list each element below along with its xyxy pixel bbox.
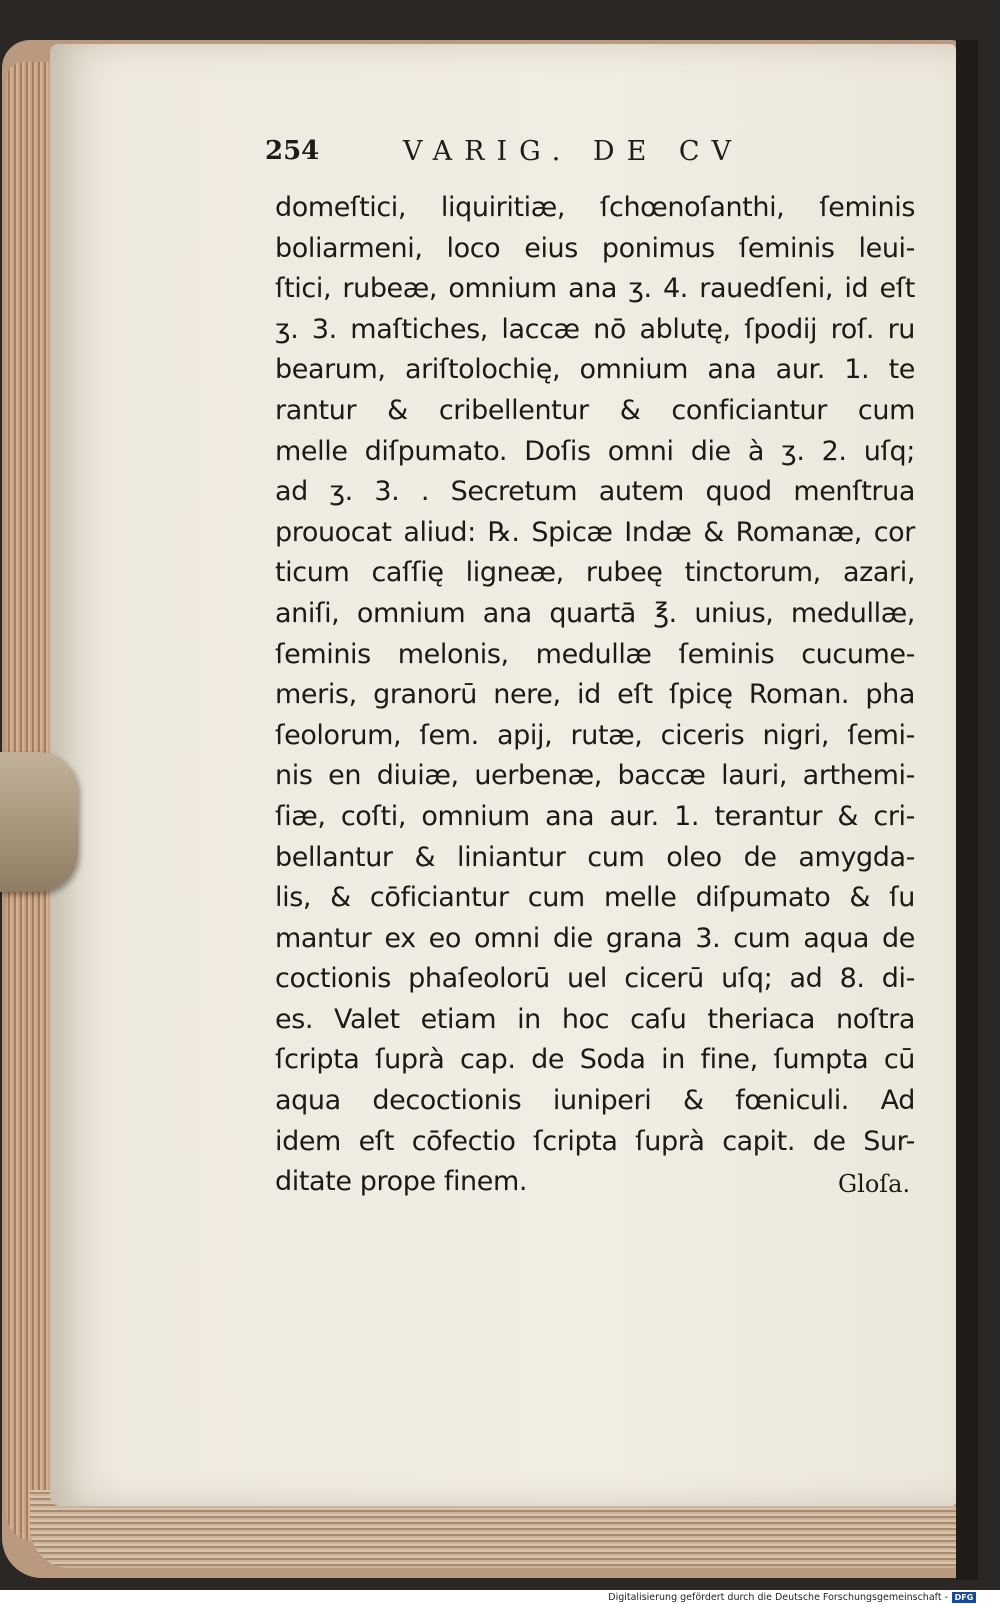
text-line: ſeminis melonis, medullæ ſeminis cucume- bbox=[275, 638, 915, 670]
text-line: ticum caſſię ligneæ, rubeę tinctorum, azari, bbox=[275, 557, 915, 589]
page-number: 254 bbox=[265, 136, 320, 166]
text-line: ʒ. 3. maſtiches, laccæ nō ablutę, ſpodij roſ. ru bbox=[275, 313, 915, 345]
bookmark-ribbon bbox=[0, 752, 78, 892]
text-line: boliarmeni, loco eius ponimus ſeminis leui- bbox=[275, 232, 915, 264]
body-text bbox=[275, 188, 915, 1203]
text-line: mantur ex eo omni die grana 3. cum aqua de bbox=[275, 922, 915, 954]
text-line: bearum, ariſtolochię, omnium ana aur. 1. te bbox=[275, 354, 915, 386]
text-line: aqua decoctionis iuniperi & fœniculi. Ad bbox=[275, 1085, 915, 1117]
text-line: lis, & cōficiantur cum melle diſpumato & ſu bbox=[275, 882, 915, 914]
dfg-logo: DFG bbox=[952, 1592, 976, 1603]
text-line: es. Valet etiam in hoc caſu theriaca noſtra bbox=[275, 1003, 915, 1035]
catchword: Gloſa. bbox=[838, 1170, 911, 1198]
text-line: nis en diuiæ, uerbenæ, baccæ lauri, arthemi- bbox=[275, 760, 915, 792]
text-line: bellantur & liniantur cum oleo de amygda- bbox=[275, 841, 915, 873]
scanner-edge bbox=[956, 40, 978, 1580]
text-line: domeſtici, liquiritiæ, ſchœnoſanthi, ſeminis bbox=[275, 192, 915, 223]
text-line-last: ditate prope finem. bbox=[275, 1166, 528, 1198]
text-line: aniſi, omnium ana quartā ℥. unius, medullæ, bbox=[275, 597, 915, 629]
text-line: ſtici, rubeæ, omnium ana ʒ. 4. rauedſeni, id eſt bbox=[275, 273, 915, 305]
text-line: meris, granorū nere, id eſt ſpicę Roman. pha bbox=[275, 679, 915, 711]
text-line: prouocat aliud: ℞. Spicæ Indæ & Romanæ, cor bbox=[275, 516, 915, 548]
digitization-credit: Digitalisierung gefördert durch die Deutsche Forschungsgemeinschaft - bbox=[608, 1592, 948, 1603]
text-line: rantur & cribellentur & conficiantur cum bbox=[275, 394, 915, 426]
text-line: coctionis phaſeolorū uel cicerū uſq; ad 8. di- bbox=[275, 963, 915, 995]
text-line: ſeolorum, ſem. apij, rutæ, ciceris nigri, ſemi- bbox=[275, 719, 915, 751]
running-title: VARIG. DE CV bbox=[403, 136, 744, 167]
text-line: ſiæ, coſti, omnium ana aur. 1. terantur & cri- bbox=[275, 800, 915, 832]
running-head bbox=[265, 136, 905, 176]
text-line: ad ʒ. 3. . Secretum autem quod menſtrua bbox=[275, 476, 915, 508]
text-line: idem eſt cōfectio ſcripta ſuprà capit. de Sur- bbox=[275, 1125, 915, 1157]
text-line: ſcripta ſuprà cap. de Soda in fine, ſumpta cū bbox=[275, 1044, 915, 1076]
text-line: melle diſpumato. Doſis omni die à ʒ. 2. uſq; bbox=[275, 435, 915, 467]
